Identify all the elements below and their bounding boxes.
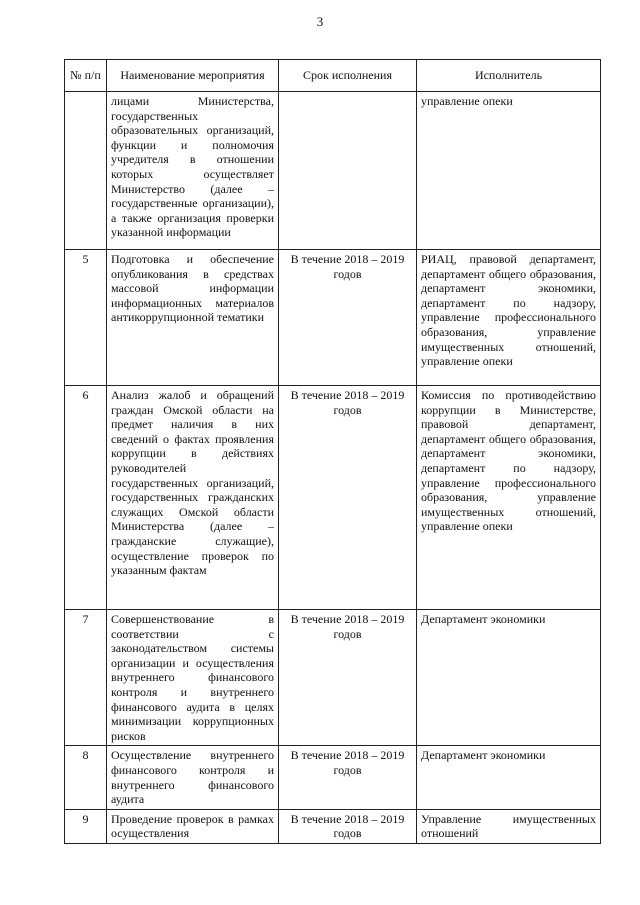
header-num: № п/п	[65, 60, 107, 92]
row-name: Подготовка и обеспечение опубликования в средствах массовой информации информационных материалов антикоррупционной тематики	[107, 250, 279, 386]
row-name: Анализ жалоб и обращений граждан Омской области на предмет наличия в них сведений о фактах проявления коррупции в действиях руководителей государственных организаций, государственных гражданских служащих Омской области Министерства (далее – гражданские служащие), осуществление проверок по указанным фактам	[107, 386, 279, 610]
row-term: В течение 2018 – 2019 годов	[279, 250, 417, 386]
row-num	[65, 92, 107, 250]
header-executor: Исполнитель	[417, 60, 601, 92]
row-executor: Комиссия по противодействию коррупции в Министерстве, правовой департамент, департамент общего образования, департамент экономики, департамент по надзору, управление профессионального образования, управление имущественных отношений, управление опеки	[417, 386, 601, 610]
table-row	[65, 809, 601, 843]
row-term: В течение 2018 – 2019 годов	[279, 809, 417, 843]
row-num: 5	[65, 250, 107, 386]
table-row	[65, 746, 601, 809]
row-name: Совершенствование в соответствии с законодательством системы организации и осуществления внутреннего финансового контроля и внутреннего финансового аудита в целях минимизации коррупционных рисков	[107, 610, 279, 746]
row-name: Осуществление внутреннего финансового контроля и внутреннего финансового аудита	[107, 746, 279, 809]
row-executor: Управление имущественных отношений	[417, 809, 601, 843]
table-row	[65, 250, 601, 386]
header-term: Срок исполнения	[279, 60, 417, 92]
page-number: 3	[316, 14, 324, 29]
row-term: В течение 2018 – 2019 годов	[279, 746, 417, 809]
row-num: 7	[65, 610, 107, 746]
row-term: В течение 2018 – 2019 годов	[279, 610, 417, 746]
header-name: Наименование мероприятия	[107, 60, 279, 92]
row-executor: РИАЦ, правовой департамент, департамент общего образования, департамент экономики, департамент по надзору, управление профессионального образования, управление имущественных отношений, управление опеки	[417, 250, 601, 386]
table-row	[65, 610, 601, 746]
row-num: 6	[65, 386, 107, 610]
row-name: лицами Министерства, государственных образовательных организаций, функции и полномочия учредителя в отношении которых осуществляет Министерство (далее – государственные организации), а также организация проверки указанной информации	[107, 92, 279, 250]
row-executor: Департамент экономики	[417, 746, 601, 809]
row-num: 9	[65, 809, 107, 843]
row-executor: Департамент экономики	[417, 610, 601, 746]
table-header-row	[65, 60, 601, 92]
row-name: Проведение проверок в рамках осуществления	[107, 809, 279, 843]
table-row	[65, 386, 601, 610]
row-term	[279, 92, 417, 250]
table-row	[65, 92, 601, 250]
row-term: В течение 2018 – 2019 годов	[279, 386, 417, 610]
row-num: 8	[65, 746, 107, 809]
row-executor: управление опеки	[417, 92, 601, 250]
measures-table	[64, 59, 601, 844]
